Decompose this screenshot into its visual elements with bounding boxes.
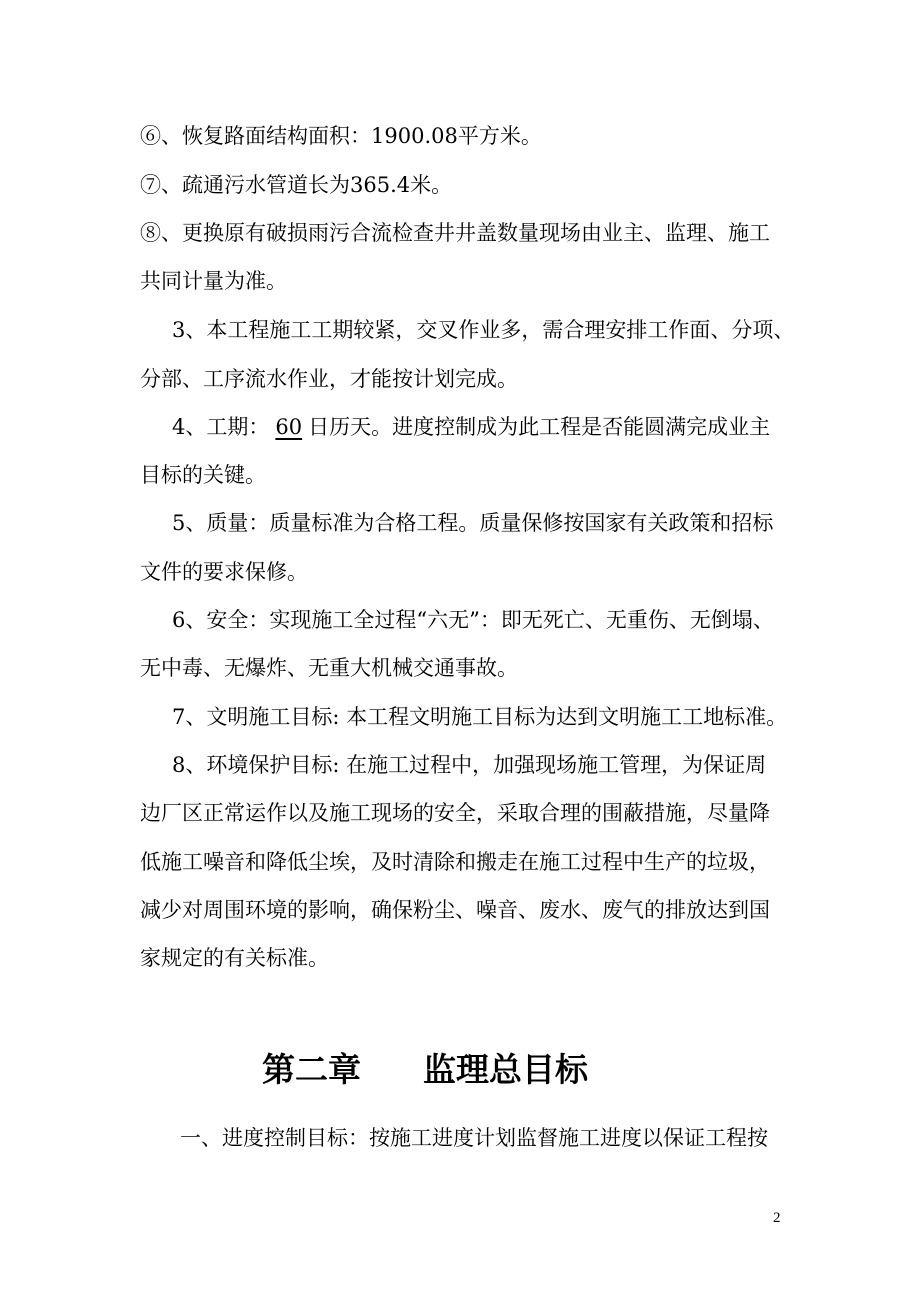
paragraph-5-line-2: 文件的要求保修。 bbox=[140, 560, 308, 584]
item-8-text: ⑧、更换原有破损雨污合流检查井井盖数量现场由业主、监理、施工 bbox=[140, 221, 770, 245]
item-7-text: ⑦、疏通污水管道长为365.4米。 bbox=[140, 173, 453, 197]
paragraph-6-line-1: 6、安全：实现施工全过程“六无”：即无死亡、无重伤、无倒塌、 bbox=[172, 608, 774, 632]
paragraph-4-line-1 bbox=[172, 413, 770, 441]
paragraph-8-line-3: 低施工噪音和降低尘埃，及时清除和搬走在施工过程中生产的垃圾， bbox=[140, 850, 770, 874]
paragraph-8-line-4: 减少对周围环境的影响，确保粉尘、噪音、废水、废气的排放达到国 bbox=[140, 898, 770, 922]
section-1-line-1: 一、进度控制目标：按施工进度计划监督施工进度以保证工程按 bbox=[180, 1126, 768, 1150]
paragraph-3-line-2: 分部、工序流水作业，才能按计划完成。 bbox=[140, 367, 518, 391]
paragraph-4-line-2: 目标的关键。 bbox=[140, 463, 266, 487]
paragraph-5-line-1: 5、质量：质量标准为合格工程。质量保修按国家有关政策和招标 bbox=[172, 511, 774, 535]
page-number: 2 bbox=[773, 1210, 781, 1226]
item-8-continuation: 共同计量为准。 bbox=[140, 269, 287, 293]
chapter-number: 第二章 bbox=[262, 1050, 361, 1089]
duration-rest: 日历天。进度控制成为此工程是否能圆满完成业主 bbox=[308, 415, 771, 439]
chapter-heading bbox=[262, 1048, 588, 1092]
paragraph-8-line-2: 边厂区正常运作以及施工现场的安全，采取合理的围蔽措施，尽量降 bbox=[140, 801, 770, 825]
paragraph-3-line-1: 3、本工程施工工期较紧，交叉作业多，需合理安排工作面、分项、 bbox=[172, 318, 795, 342]
duration-value: 60 bbox=[275, 415, 303, 439]
chapter-title: 监理总目标 bbox=[423, 1050, 588, 1089]
paragraph-6-line-2: 无中毒、无爆炸、无重大机械交通事故。 bbox=[140, 656, 518, 680]
duration-label: 4、工期： bbox=[172, 415, 270, 439]
paragraph-8-line-5: 家规定的有关标准。 bbox=[140, 946, 329, 970]
paragraph-7-line-1: 7、文明施工目标: 本工程文明施工目标为达到文明施工工地标准。 bbox=[172, 705, 788, 729]
paragraph-8-line-1: 8、环境保护目标: 在施工过程中，加强现场施工管理，为保证周 bbox=[172, 753, 767, 777]
item-6-text: ⑥、恢复路面结构面积：1900.08平方米。 bbox=[140, 124, 542, 148]
